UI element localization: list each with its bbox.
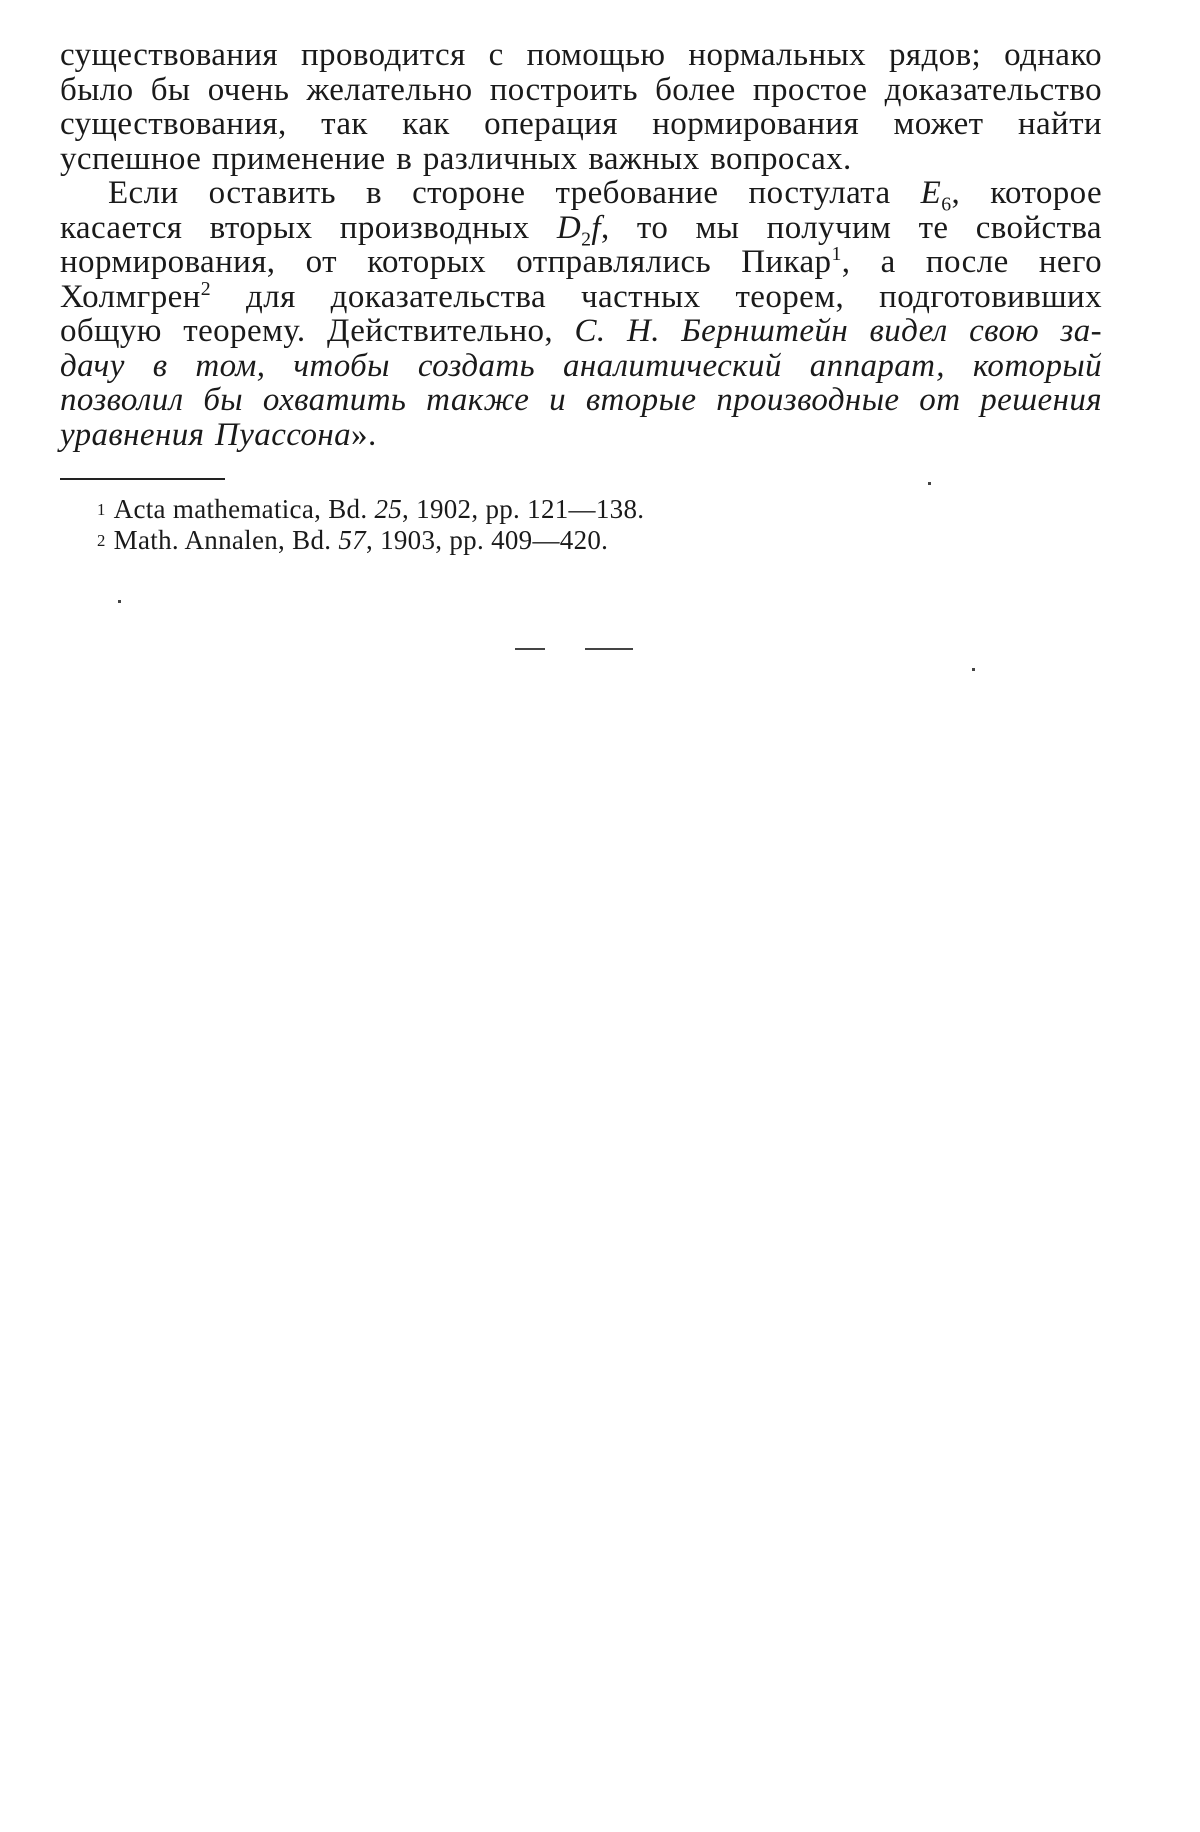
text-line: существования, так как операция нормирования может найти: [60, 106, 1102, 142]
footnote-mark: 1: [97, 500, 106, 519]
paragraph-2: [60, 176, 1102, 452]
footnote-item: [97, 494, 997, 525]
scan-speck: [515, 648, 545, 650]
text-line: успешное применение в различных важных вопросах.: [60, 140, 852, 177]
page-body: [60, 38, 1102, 452]
footnote-mark: 2: [97, 531, 106, 550]
scan-speck: [585, 648, 633, 650]
text-segment: Холмгрен: [60, 278, 201, 315]
text-segment: ».: [351, 416, 377, 453]
text-line: [60, 314, 1102, 349]
subscript: 2: [581, 228, 592, 251]
paragraph-1: [60, 38, 1102, 176]
text-line: [60, 277, 1102, 315]
italic-text: С. Н. Бернштейн видел свою за-: [574, 313, 1102, 349]
footnote-volume: 57: [338, 525, 366, 555]
footnote-volume: 25: [374, 494, 403, 524]
text-segment: , а после него: [841, 244, 1102, 280]
text-segment: для доказательства частных теорем, подготовивших: [211, 278, 1102, 315]
italic-text: уравнения Пуассона: [60, 416, 352, 453]
text-line: [60, 245, 1102, 280]
text-line: позволил бы охватить также и вторые производные от решения: [60, 382, 1102, 418]
footnote-text: , 1903, pp. 409—420.: [365, 525, 609, 555]
footnotes: [97, 494, 997, 556]
math-variable: E: [920, 175, 942, 211]
text-segment: , то мы получим те свойства: [600, 209, 1102, 246]
footnote-item: [97, 525, 997, 556]
footnote-ref: 1: [831, 243, 842, 265]
footnote-rule: [60, 478, 225, 480]
text-segment: общую теорему. Действительно,: [60, 313, 575, 349]
text-segment: , которое: [951, 175, 1102, 211]
text-line: дачу в том, чтобы создать аналитический аппарат, который: [60, 347, 1102, 384]
footnote-text: Math. Annalen, Bd.: [113, 525, 339, 555]
math-variable: f: [591, 209, 601, 246]
math-variable: D: [556, 209, 582, 246]
scan-speck: [928, 482, 931, 485]
text-line: [60, 418, 1102, 453]
text-segment: касается вторых производных: [60, 209, 557, 246]
text-line: было бы очень желательно построить более простое доказательство: [60, 71, 1102, 108]
text-line: [60, 175, 1102, 216]
scan-speck: [118, 600, 121, 603]
footnote-text: Acta mathematica, Bd.: [113, 494, 375, 524]
footnote-text: , 1902, pp. 121—138.: [402, 494, 645, 524]
text-segment: Если оставить в стороне требование постулата: [108, 175, 921, 211]
footnote-ref: 2: [200, 277, 212, 300]
text-line: существования проводится с помощью нормальных рядов; однако: [60, 37, 1102, 73]
text-line: [60, 209, 1102, 251]
scan-speck: [972, 668, 975, 671]
text-segment: нормирования, от которых отправлялись Пикар: [60, 244, 832, 280]
subscript: 6: [941, 193, 952, 216]
